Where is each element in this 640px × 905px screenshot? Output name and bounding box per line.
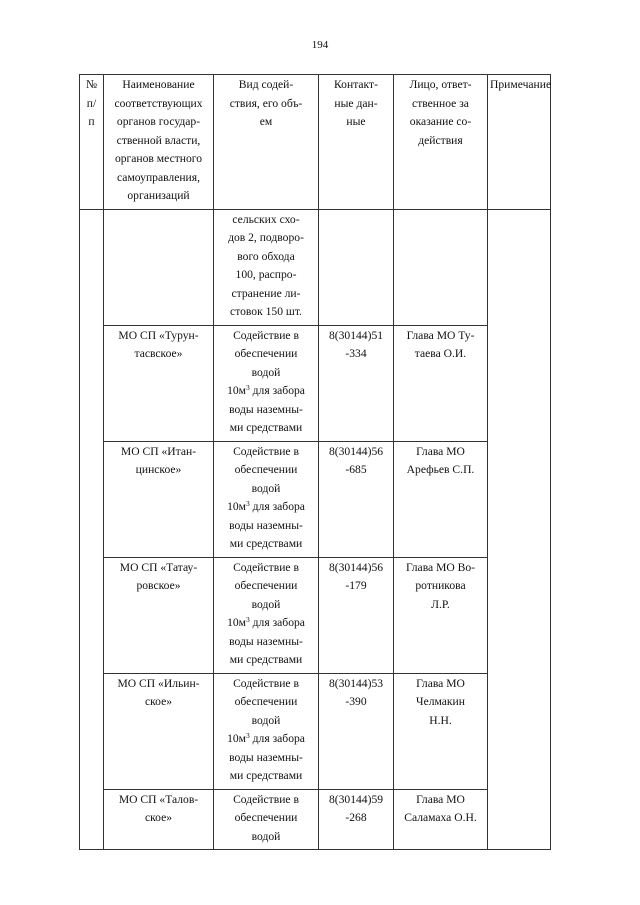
volume-line [216,614,316,633]
cell-text-line: Содействие в [233,676,299,690]
table-row [80,325,551,441]
org-cell [104,789,214,850]
cell-text-line: 8(30144)56 [328,444,384,458]
table-row [80,557,551,673]
cell-text-line: Содействие в [233,792,299,806]
cell-text-line: МО СП «Ильин- [117,676,200,690]
cell-text-line: 8(30144)59 [328,792,384,806]
cell-text-line: МО СП «Талов- [118,792,199,806]
contact-cell [319,789,394,850]
contact-cell [319,557,394,673]
cell-text-line: соответствующих [114,96,203,110]
cell-text-line: Глава МО [416,676,465,690]
cell-text-line: 8(30144)51 [328,328,384,342]
cell-text-line: обеспечении [234,695,298,708]
person-cell [394,673,488,789]
cell-text-line: таева О.И. [414,347,467,360]
cell-text-line: 8(30144)53 [328,676,384,690]
cell-text-line: -390 [345,695,367,708]
cell-text-line: водой [251,597,281,611]
cell-text-line: самоуправления, [117,170,200,184]
cell-text-line: ные дан- [334,96,378,110]
cell-text-line: ми средствами [229,421,303,434]
assistance-cell [214,209,319,325]
org-cell [104,209,214,325]
volume-purpose: для забора [249,732,305,745]
volume-value: 10м [227,732,246,745]
header-cell-responsible [394,75,488,210]
cell-text-line: обеспечении [234,811,298,824]
cell-text-line: Л.Р. [431,597,450,611]
cell-text-line: Арефьев С.П. [406,463,475,476]
table-row [80,441,551,557]
cell-text-line: Наименование [122,78,195,91]
cell-text-line: цинское» [135,463,182,476]
cell-text-line: стовок 150 шт. [230,305,302,318]
cell-text-line: ем [259,115,273,128]
cell-text-line: 100, распро- [235,268,297,281]
header-cell-assistance [214,75,319,210]
volume-line [216,498,316,517]
cell-text-line: Содействие в [233,444,299,458]
cell-text-line: органов местного [114,152,203,165]
cell-text-line: водой [251,829,281,843]
cell-text-line: воды наземны- [229,634,303,648]
cell-text-line: действия [418,133,463,147]
volume-unit-exponent: 3 [246,615,250,624]
note-cell [488,209,551,850]
assistance-cell [214,325,319,441]
cell-text-line: странение ли- [231,286,301,300]
volume-unit-exponent: 3 [246,499,250,508]
cell-text-line: организаций [127,189,190,202]
volume-value: 10м [227,384,246,397]
cell-text-line: Н.Н. [429,713,452,727]
cell-text-line: водой [251,365,281,379]
cell-text-line: Контакт- [334,78,378,91]
cell-text-line: Челмакин [416,695,465,708]
cell-text-line: Примечание [490,78,552,91]
cell-text-line: вого обхода [237,249,295,263]
cell-text-line: -268 [345,811,367,824]
table-header-row [80,75,551,210]
cell-text-line: воды наземны- [229,518,303,532]
cell-text-line: -685 [345,463,367,476]
cell-text-line: ское» [144,695,173,708]
cell-text-line: Саламаха О.Н. [404,811,477,824]
volume-line [216,382,316,401]
cell-text-line: 8(30144)56 [328,560,384,574]
cell-text-line: Содействие в [233,560,299,574]
person-cell [394,789,488,850]
person-cell [394,209,488,325]
org-cell [104,325,214,441]
person-cell [394,557,488,673]
cell-text-line: п/ [86,96,97,110]
header-cell-number [80,75,104,210]
cell-text-line: воды наземны- [229,402,303,416]
cell-text-line: органов государ- [116,115,201,128]
cell-text-line: водой [251,713,281,727]
cell-text-line: ми средствами [229,653,303,666]
org-cell [104,673,214,789]
cell-text-line: обеспечении [234,347,298,360]
cell-text-line: МО СП «Татау- [119,560,198,574]
assistance-cell [214,441,319,557]
cell-text-line: Вид содей- [238,78,294,91]
cell-text-line: ское» [144,811,173,824]
cell-text-line: ми средствами [229,769,303,782]
volume-value: 10м [227,500,246,513]
assistance-cell [214,789,319,850]
cell-text-line: ротникова [415,579,466,592]
assistance-table [79,74,551,850]
volume-purpose: для забора [249,384,305,397]
person-cell [394,441,488,557]
cell-text-line: ровское» [136,579,181,592]
cell-text-line: воды наземны- [229,750,303,764]
number-cell [80,209,104,850]
volume-purpose: для забора [249,616,305,629]
header-cell-organization [104,75,214,210]
volume-purpose: для забора [249,500,305,513]
person-cell [394,325,488,441]
cell-text-line: Глава МО [416,444,465,458]
header-cell-contacts [319,75,394,210]
cell-text-line: МО СП «Итан- [120,444,197,458]
page-number: 194 [311,39,329,51]
cell-text-line: ственной власти, [116,133,201,147]
cell-text-line: Глава МО Во- [405,560,476,574]
cell-text-line: Глава МО [416,792,465,806]
cell-text-line: обеспечении [234,579,298,592]
cell-text-line: ми средствами [229,537,303,550]
contact-cell [319,673,394,789]
cell-text-line: водой [251,481,281,495]
cell-text-line: МО СП «Турун- [118,328,199,342]
cell-text-line: Глава МО Ту- [406,328,475,342]
header-cell-note [488,75,551,210]
org-cell [104,441,214,557]
cell-text-line: дов 2, подворо- [228,231,304,244]
cell-text-line: тасвское» [134,347,183,360]
cell-text-line: ные [346,115,366,128]
assistance-cell [214,557,319,673]
cell-text-line: п [88,115,95,128]
volume-line [216,730,316,749]
cell-text-line: оказание со- [409,115,472,128]
contact-cell [319,209,394,325]
contact-cell [319,441,394,557]
assistance-cell [214,673,319,789]
cell-text-line: ствия, его объ- [229,96,303,110]
volume-unit-exponent: 3 [246,731,250,740]
table-row [80,209,551,325]
cell-text-line: -334 [345,347,367,360]
volume-unit-exponent: 3 [246,383,250,392]
table-row [80,789,551,850]
cell-text-line: обеспечении [234,463,298,476]
org-cell [104,557,214,673]
cell-text-line: Лицо, ответ- [409,78,472,91]
volume-value: 10м [227,616,246,629]
cell-text-line: сельских схо- [232,212,300,226]
cell-text-line: № [85,78,98,91]
cell-text-line: -179 [345,579,367,592]
contact-cell [319,325,394,441]
cell-text-line: Содействие в [233,328,299,342]
table-row [80,673,551,789]
cell-text-line: ственное за [412,96,469,110]
